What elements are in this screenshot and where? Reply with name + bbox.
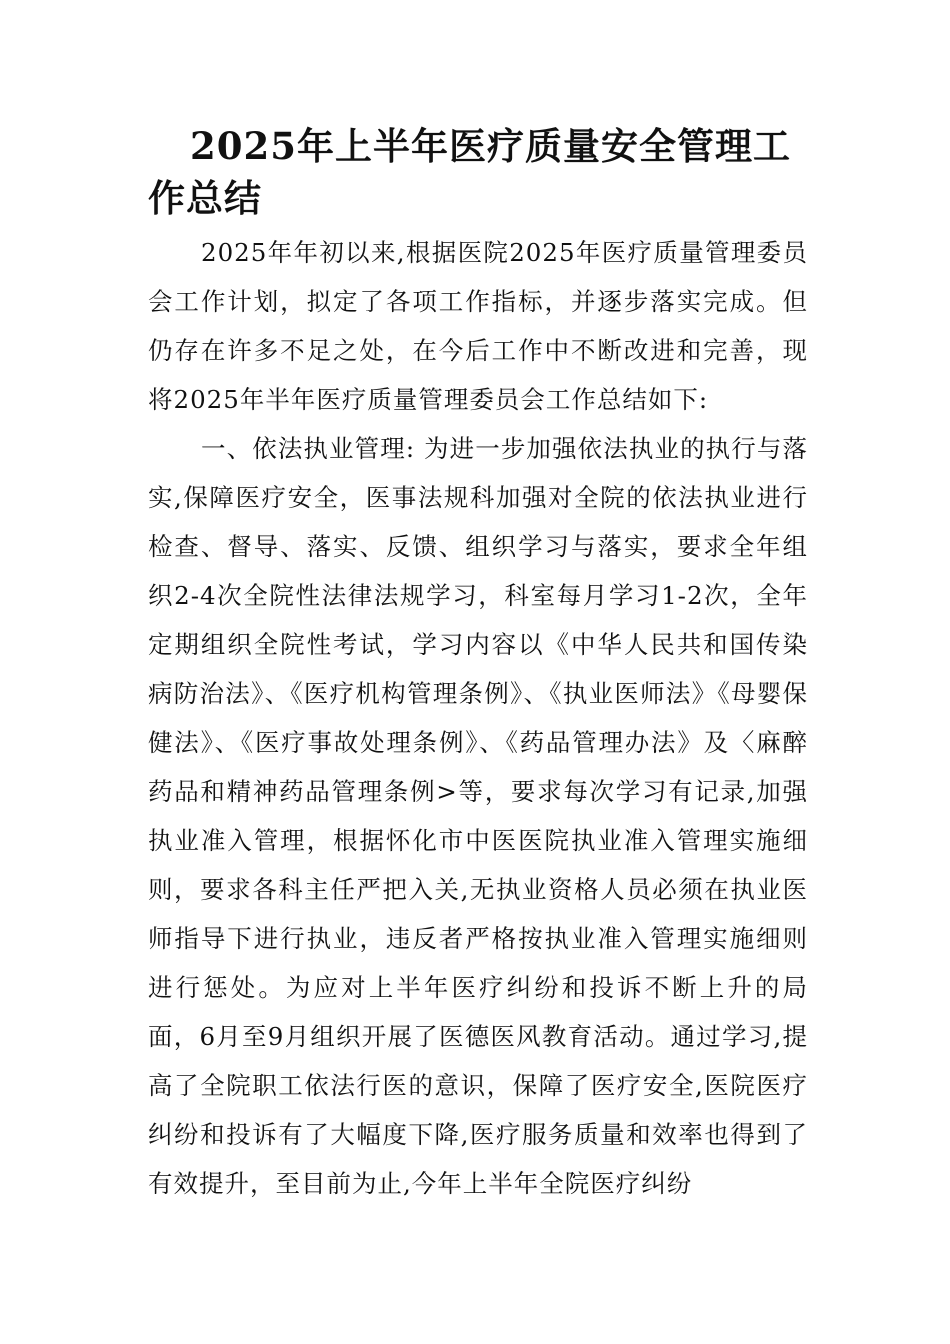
intro-paragraph: 2025年年初以来,根据医院2025年医疗质量管理委员会工作计划，拟定了各项工作指标，并逐步落实完成。但仍存在许多不足之处，在今后工作中不断改进和完善，现将2025年半年医疗质量管理委员会工作总结如下:	[148, 238, 808, 414]
section-1-paragraph: 一、依法执业管理: 为进一步加强依法执业的执行与落实,保障医疗安全，医事法规科加强对全院的依法执业进行检查、督导、落实、反馈、组织学习与落实，要求全年组织2-4次全院性法律法规学习，科室每月学习1-2次，全年定期组织全院性考试，学习内容以《中华人民共和国传染病防治法》、《医疗机构管理条例》、《执业医师法》《母婴保健法》、《医疗事故处理条例》、《药品管理办法》及〈麻醉药品和精神药品管理条例>等，要求每次学习有记录,加强执业准入管理，根据怀化市中医医院执业准入管理实施细则，要求各科主任严把入关,无执业资格人员必须在执业医师指导下进行执业，违反者严格按执业准入管理实施细则进行惩处。为应对上半年医疗纠纷和投诉不断上升的局面，6月至9月组织开展了医德医风教育活动。通过学习,提高了全院职工依法行医的意识，保障了医疗安全,医院医疗纠纷和投诉有了大幅度下降,医疗服务质量和效率也得到了有效提升，至目前为止,今年上半年全院医疗纠纷	[148, 434, 808, 1198]
document-title: 2025年上半年医疗质量安全管理工作总结	[148, 124, 791, 220]
document-body	[148, 228, 808, 1208]
